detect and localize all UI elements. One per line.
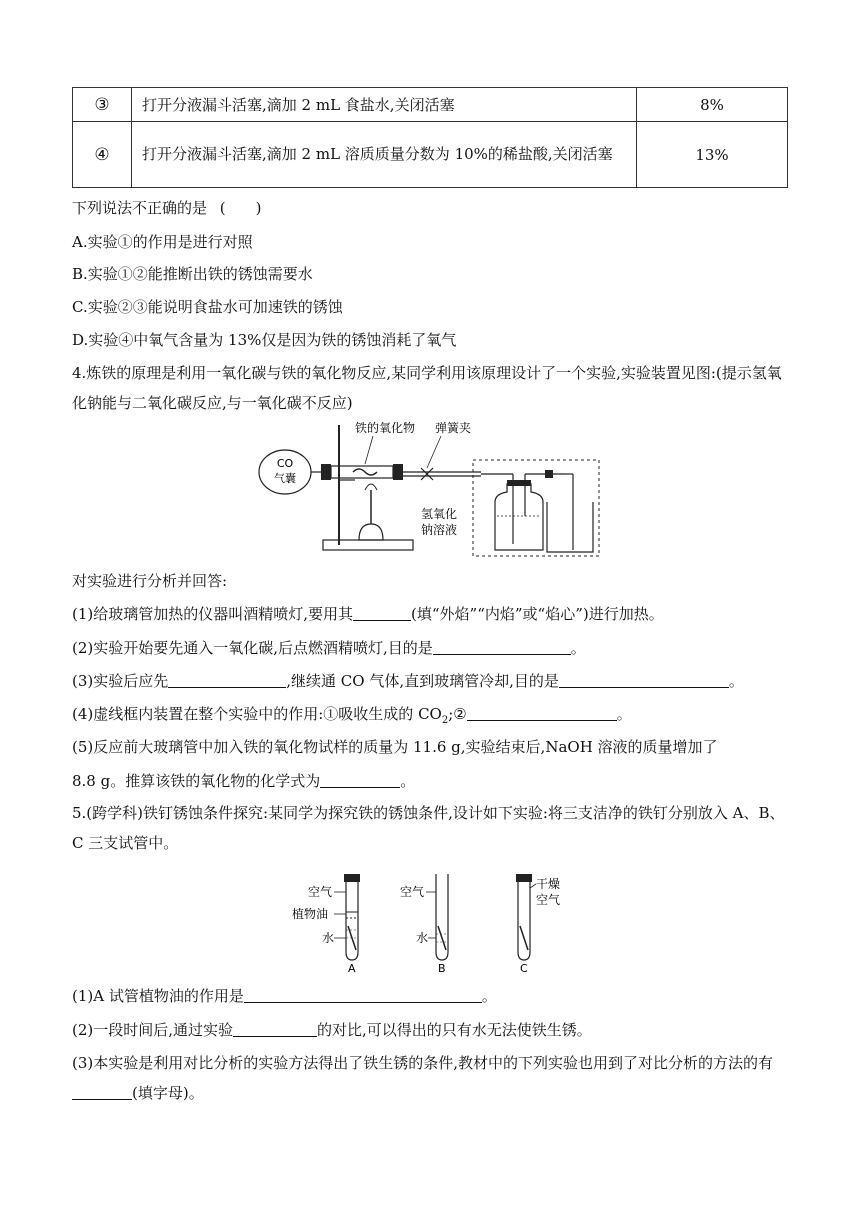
answer-blank[interactable] xyxy=(433,640,571,655)
option-c: C.实验②③能说明食盐水可加速铁的锈蚀 xyxy=(72,298,343,316)
answer-blank[interactable] xyxy=(244,988,482,1003)
q4-part-5-text: 8.8 g。推算该铁的氧化物的化学式为 xyxy=(72,772,321,790)
iron-oxide-label: 铁的氧化物 xyxy=(355,421,416,435)
table-row xyxy=(73,122,788,188)
washing-bottle-icon xyxy=(495,484,543,550)
q4-part-3-text: (3)实验后应先 xyxy=(72,672,169,690)
oxygen-content: 13% xyxy=(637,122,788,188)
answer-blank[interactable] xyxy=(559,673,729,688)
q4-part-1-text-end: (填“外焰”“内焰”或“焰心”)进行加热。 xyxy=(411,605,664,623)
q4-part-4 xyxy=(72,704,632,731)
stopper-icon xyxy=(393,464,403,480)
q4-part-4-text: (4)虚线框内装置在整个实验中的作用:①吸收生成的 CO xyxy=(72,705,442,723)
answer-blank[interactable] xyxy=(72,1085,132,1100)
q4-part-2 xyxy=(72,638,586,658)
option-b: B.实验①②能推断出铁的锈蚀需要水 xyxy=(72,265,313,283)
q4-part-5-line-1: (5)反应前大玻璃管中加入铁的氧化物试样的质量为 11.6 g,实验结束后,NaOH 溶液的质量增加了 xyxy=(72,738,718,756)
q5-part-1 xyxy=(72,986,497,1006)
q4-part-4-text-2: ;② xyxy=(448,705,467,723)
spring-clip-icon xyxy=(421,468,433,480)
tube-a-label: A xyxy=(348,962,356,975)
answer-blank[interactable] xyxy=(320,773,400,788)
alcohol-burner-icon xyxy=(359,524,383,540)
q5-part-2-text-end: 的对比,可以得出的只有水无法使铁生锈。 xyxy=(317,1021,592,1039)
q4-part-5-text-end: 。 xyxy=(400,772,416,790)
answer-blank[interactable] xyxy=(353,606,411,621)
tube-b-icon xyxy=(436,874,448,960)
question-4-stem: 4.炼铁的原理是利用一氧化碳与铁的氧化物反应,某同学利用该原理设计了一个实验,实验装置见图:(提示氢氧化钠能与二氧化碳反应,与一氧化碳不反应) xyxy=(72,364,782,412)
experiment-table xyxy=(72,87,788,188)
q4-part-3-text-end: 。 xyxy=(728,672,744,690)
flame-icon xyxy=(365,484,377,490)
glass-tube-icon xyxy=(331,466,393,478)
q4-part-2-text-end: 。 xyxy=(570,639,586,657)
q5-part-3-text: (3)本实验是利用对比分析的实验方法得出了铁生锈的条件,教材中的下列实验也用到了对比分析的方法的有 xyxy=(72,1054,774,1072)
q4-part-2-text: (2)实验开始要先通入一氧化碳,后点燃酒精喷灯,目的是 xyxy=(72,639,433,657)
co-bag-label-2: 气囊 xyxy=(274,472,296,485)
answer-blank[interactable] xyxy=(233,1022,317,1037)
question-stem-text: 下列说法不正确的是 xyxy=(72,199,208,217)
spring-clip-label: 弹簧夹 xyxy=(435,421,472,435)
tube-b-air-label: 空气 xyxy=(400,885,425,899)
q4-part-1 xyxy=(72,604,664,624)
option-d: D.实验④中氧气含量为 13%仅是因为铁的锈蚀消耗了氧气 xyxy=(72,331,457,349)
q4-part-1-text: (1)给玻璃管加热的仪器叫酒精喷灯,要用其 xyxy=(72,605,354,623)
oxygen-content: 8% xyxy=(637,88,788,122)
naoh-label: 氢氧化 xyxy=(421,507,458,521)
experiment-method: 打开分液漏斗活塞,滴加 2 mL 食盐水,关闭活塞 xyxy=(132,88,637,122)
question-5-stem: 5.(跨学科)铁钉锈蚀条件探究:某同学为探究铁的锈蚀条件,设计如下实验:将三支洁净的铁钉分别放入 A、B、C 三支试管中。 xyxy=(72,804,785,852)
tube-a-water-label: 水 xyxy=(322,931,335,945)
co-reduction-apparatus-figure xyxy=(255,420,605,560)
co-bag-label: CO xyxy=(276,457,294,470)
beaker-icon xyxy=(547,502,593,552)
tube-a-oil-label: 植物油 xyxy=(292,907,329,921)
test-tubes-figure xyxy=(290,866,580,976)
option-a: A.实验①的作用是进行对照 xyxy=(72,233,253,251)
tube-a-stopper-icon xyxy=(344,874,360,882)
tube-b-water-label: 水 xyxy=(416,931,429,945)
q5-part-1-text: (1)A 试管植物油的作用是 xyxy=(72,987,244,1005)
experiment-number: ④ xyxy=(73,122,132,188)
q5-part-1-text-end: 。 xyxy=(481,987,497,1005)
q5-part-2 xyxy=(72,1020,592,1040)
answer-parentheses: ( ) xyxy=(219,199,262,217)
nail-icon xyxy=(520,926,528,950)
stopper-icon xyxy=(321,464,331,480)
naoh-label-2: 钠溶液 xyxy=(421,523,458,537)
q5-part-3 xyxy=(72,1048,792,1108)
stand-base-icon xyxy=(323,540,413,550)
q4-part-5-line-2 xyxy=(72,771,415,791)
question-3-stem xyxy=(72,198,262,218)
subscript: 2 xyxy=(441,715,449,726)
nail-icon xyxy=(438,926,446,950)
q4-part-3-text-middle: ,继续通 CO 气体,直到玻璃管冷却,目的是 xyxy=(286,672,559,690)
q5-part-3-text-end: (填字母)。 xyxy=(132,1084,204,1102)
tube-c-dry-label: 干燥 xyxy=(536,877,561,891)
q4-analysis-intro: 对实验进行分析并回答: xyxy=(72,572,228,590)
tube-c-stopper-icon xyxy=(516,874,532,882)
tube-b-label: B xyxy=(438,962,446,975)
tube-c-air-label: 空气 xyxy=(536,893,561,907)
experiment-number: ③ xyxy=(73,88,132,122)
q5-part-2-text: (2)一段时间后,通过实验 xyxy=(72,1021,234,1039)
tube-c-label: C xyxy=(520,962,528,975)
table-row xyxy=(73,88,788,122)
answer-blank[interactable] xyxy=(168,673,286,688)
q4-part-3 xyxy=(72,671,744,691)
tube-a-air-label: 空气 xyxy=(308,885,333,899)
answer-blank[interactable] xyxy=(467,706,617,721)
experiment-method: 打开分液漏斗活塞,滴加 2 mL 溶质质量分数为 10%的稀盐酸,关闭活塞 xyxy=(132,122,637,188)
iron-oxide-sample-icon xyxy=(353,469,377,475)
q4-part-4-text-end: 。 xyxy=(616,705,632,723)
